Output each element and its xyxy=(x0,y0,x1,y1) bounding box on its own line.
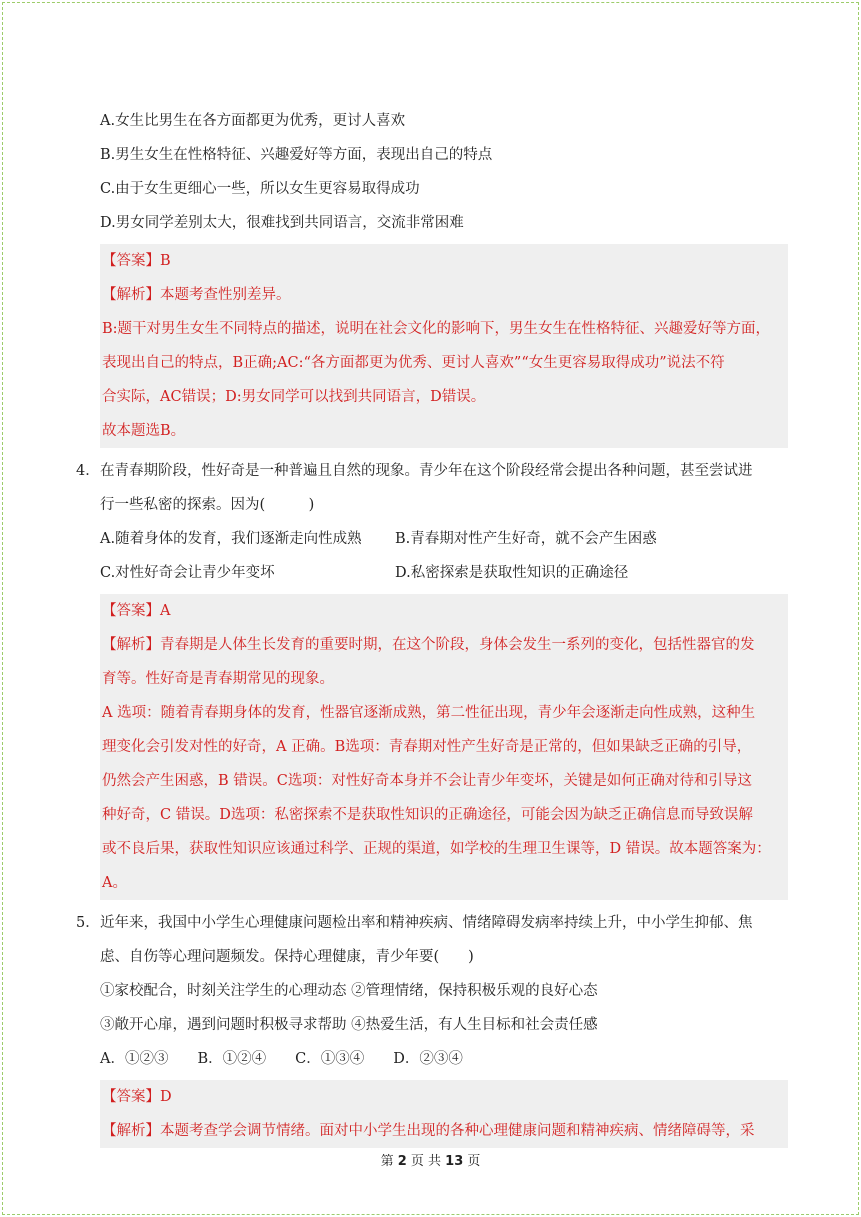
total-page-number: 13 xyxy=(445,1154,464,1169)
q5-stem-line: 虑、自伤等心理问题频发。保持心理健康，青少年要( ) xyxy=(100,949,474,965)
q4-answer-box xyxy=(100,594,788,900)
q3-analysis-line: 表现出自己的特点，B正确;AC:“各方面都更为优秀、更讨人喜欢”“女生更容易取得成功”说法不符 xyxy=(102,355,725,371)
q4-analysis-line: 理变化会引发对性的好奇，A 正确。B选项：青春期对性产生好奇是正常的，但如果缺乏正确的引导， xyxy=(102,739,752,755)
page-footer: 第 2 页 共 13 页 xyxy=(380,1154,481,1169)
q4-option-d: D.私密探索是获取性知识的正确途径 xyxy=(395,565,629,581)
q5-items-line: ①家校配合，时刻关注学生的心理动态 ②管理情绪，保持积极乐观的良好心态 xyxy=(100,983,598,999)
q3-option-d: D.男女同学差别太大，很难找到共同语言，交流非常困难 xyxy=(100,215,464,231)
question-4 xyxy=(76,454,788,590)
q4-analysis-line: A。 xyxy=(102,875,127,891)
q3-analysis-line: 故本题选B。 xyxy=(102,423,186,439)
q4-analysis-line: 育等。性好奇是青春期常见的现象。 xyxy=(102,671,334,687)
q5-stem-line: 5． 近年来，我国中小学生心理健康问题检出率和精神疾病、情绪障碍发病率持续上升，中小学生抑郁、焦 xyxy=(100,906,788,940)
q4-analysis-line: 【解析】青春期是人体生长发育的重要时期，在这个阶段，身体会发生一系列的变化，包括性器官的发 xyxy=(102,637,755,653)
q3-analysis-head: 【解析】本题考查性别差异。 xyxy=(102,287,291,303)
q4-options-row xyxy=(100,522,788,556)
q3-analysis-line: B:题干对男生女生不同特点的描述，说明在社会文化的影响下，男生女生在性格特征、兴趣爱好等方面， xyxy=(102,321,771,337)
q4-stem-line: 行一些私密的探索。因为( ) xyxy=(100,497,315,513)
q3-option-c: C.由于女生更细心一些，所以女生更容易取得成功 xyxy=(100,181,420,197)
q4-analysis-line: 仍然会产生困惑，B 错误。C选项：对性好奇本身并不会让青少年变坏，关键是如何正确对待和引导这 xyxy=(102,773,752,789)
q3-option-a: A.女生比男生在各方面都更为优秀，更讨人喜欢 xyxy=(100,113,406,129)
q3-answer: 【答案】B xyxy=(102,253,171,269)
q5-answer-box xyxy=(100,1080,788,1148)
q4-stem-line: 4． 在青春期阶段，性好奇是一种普遍且自然的现象。青少年在这个阶段经常会提出各种问题，甚至尝试进 xyxy=(100,454,788,488)
page-content xyxy=(76,104,788,1154)
q4-analysis-line: 种好奇，C 错误。D选项：私密探索不是获取性知识的正确途径，可能会因为缺乏正确信息而导致误解 xyxy=(102,807,753,823)
q3-option-b: B.男生女生在性格特征、兴趣爱好等方面，表现出自己的特点 xyxy=(100,147,493,163)
q3-answer-box xyxy=(100,244,788,448)
q5-answer: 【答案】D xyxy=(102,1089,172,1105)
q4-option-b: B.青春期对性产生好奇，就不会产生困惑 xyxy=(395,531,657,547)
q4-number: 4． xyxy=(76,463,100,479)
question-5 xyxy=(76,906,788,1076)
q5-choices: A．①②③ B．①②④ C．①③④ D．②③④ xyxy=(100,1051,463,1067)
q3-analysis-line: 合实际，AC错误；D:男女同学可以找到共同语言，D错误。 xyxy=(102,389,486,405)
q4-analysis-line: 或不良后果，获取性知识应该通过科学、正规的渠道，如学校的生理卫生课等，D 错误。故本题答案为： xyxy=(102,841,771,857)
q5-number: 5． xyxy=(76,915,100,931)
q4-analysis-line: A 选项：随着青春期身体的发育，性器官逐渐成熟，第二性征出现，青少年会逐渐走向性成熟，这种生 xyxy=(102,705,756,721)
q5-analysis-line: 【解析】本题考查学会调节情绪。面对中小学生出现的各种心理健康问题和精神疾病、情绪障碍等，采 xyxy=(102,1123,755,1139)
q4-option-c: C.对性好奇会让青少年变坏 xyxy=(100,565,275,581)
q4-options-row xyxy=(100,556,788,590)
current-page-number: 2 xyxy=(397,1154,407,1169)
q4-answer: 【答案】A xyxy=(102,603,171,619)
q5-items-line: ③敞开心扉，遇到问题时积极寻求帮助 ④热爱生活，有人生目标和社会责任感 xyxy=(100,1017,598,1033)
q4-option-a: A.随着身体的发育，我们逐渐走向性成熟 xyxy=(100,531,362,547)
